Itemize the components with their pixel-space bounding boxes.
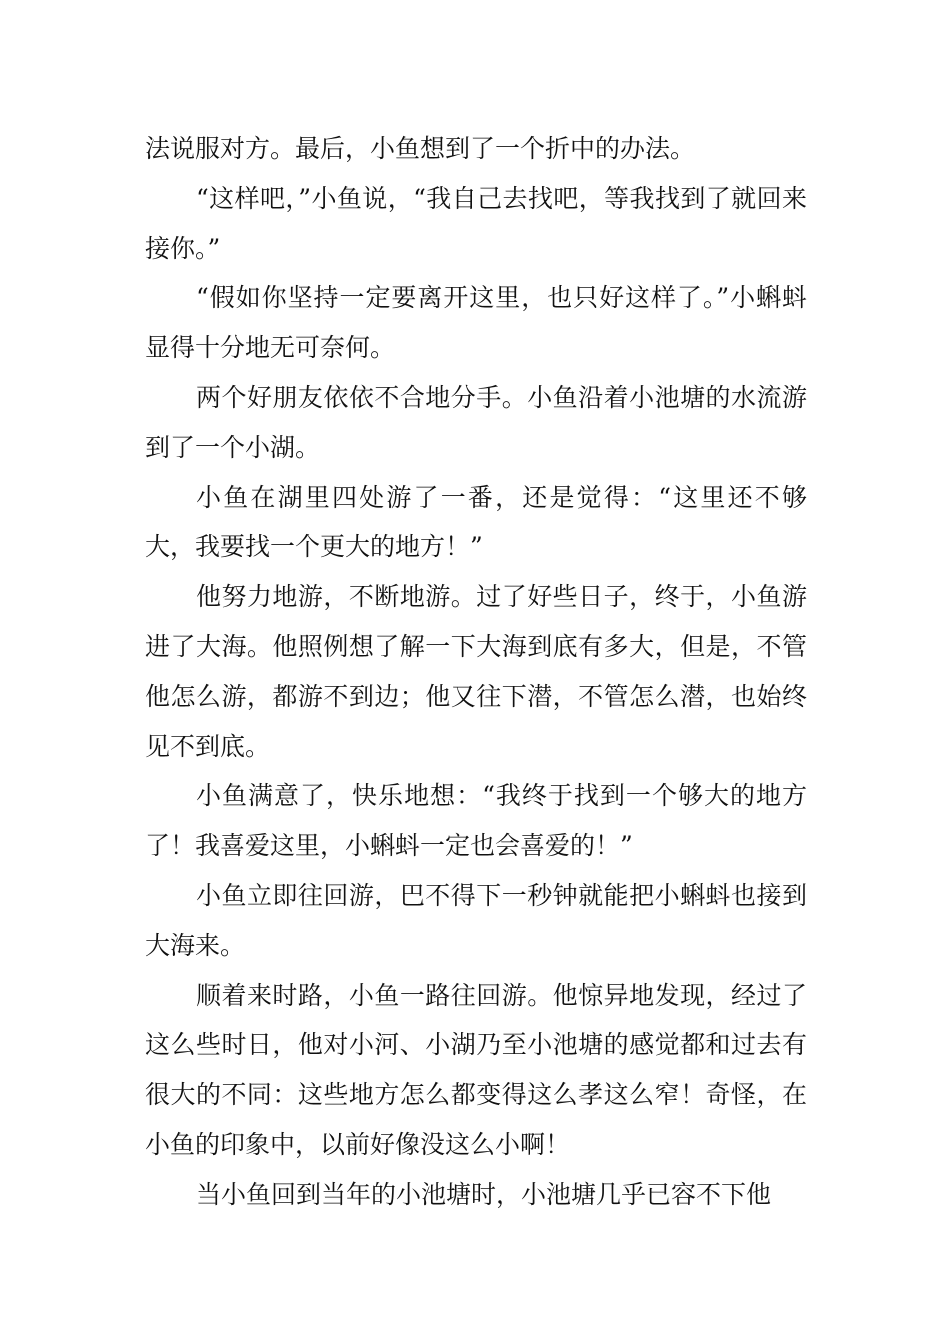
paragraph: 他努力地游，不断地游。过了好些日子，终于，小鱼游进了大海。他照例想了解一下大海到底有多大，但是，不管他怎么游，都游不到边；他又往下潜，不管怎么潜，也始终见不到底。 — [145, 582, 807, 761]
paragraph: “假如你坚持一定要离开这里，也只好这样了。”小蝌蚪显得十分地无可奈何。 — [145, 283, 807, 363]
paragraph: 小鱼立即往回游，巴不得下一秒钟就能把小蝌蚪也接到大海来。 — [145, 880, 807, 960]
paragraph-continuation: 法说服对方。最后，小鱼想到了一个折中的办法。 — [145, 134, 696, 163]
paragraph: “这样吧，”小鱼说，“我自己去找吧，等我找到了就回来接你。” — [145, 183, 807, 263]
paragraph: 小鱼在湖里四处游了一番，还是觉得：“这里还不够大，我要找一个更大的地方！” — [145, 482, 807, 562]
paragraph: 当小鱼回到当年的小池塘时，小池塘几乎已容不下他 — [196, 1179, 772, 1209]
paragraph: 小鱼满意了，快乐地想：“我终于找到一个够大的地方了！我喜爱这里，小蝌蚪一定也会喜爱的！” — [145, 781, 807, 861]
paragraph: 顺着来时路，小鱼一路往回游。他惊异地发现，经过了这么些时日，他对小河、小湖乃至小池塘的感觉都和过去有很大的不同：这些地方怎么都变得这么孝这么窄！奇怪，在小鱼的印象中，以前好像没这么小啊！ — [145, 980, 807, 1159]
paragraph: 两个好朋友依依不合地分手。小鱼沿着小池塘的水流游到了一个小湖。 — [145, 382, 807, 462]
story-text — [145, 124, 807, 1220]
